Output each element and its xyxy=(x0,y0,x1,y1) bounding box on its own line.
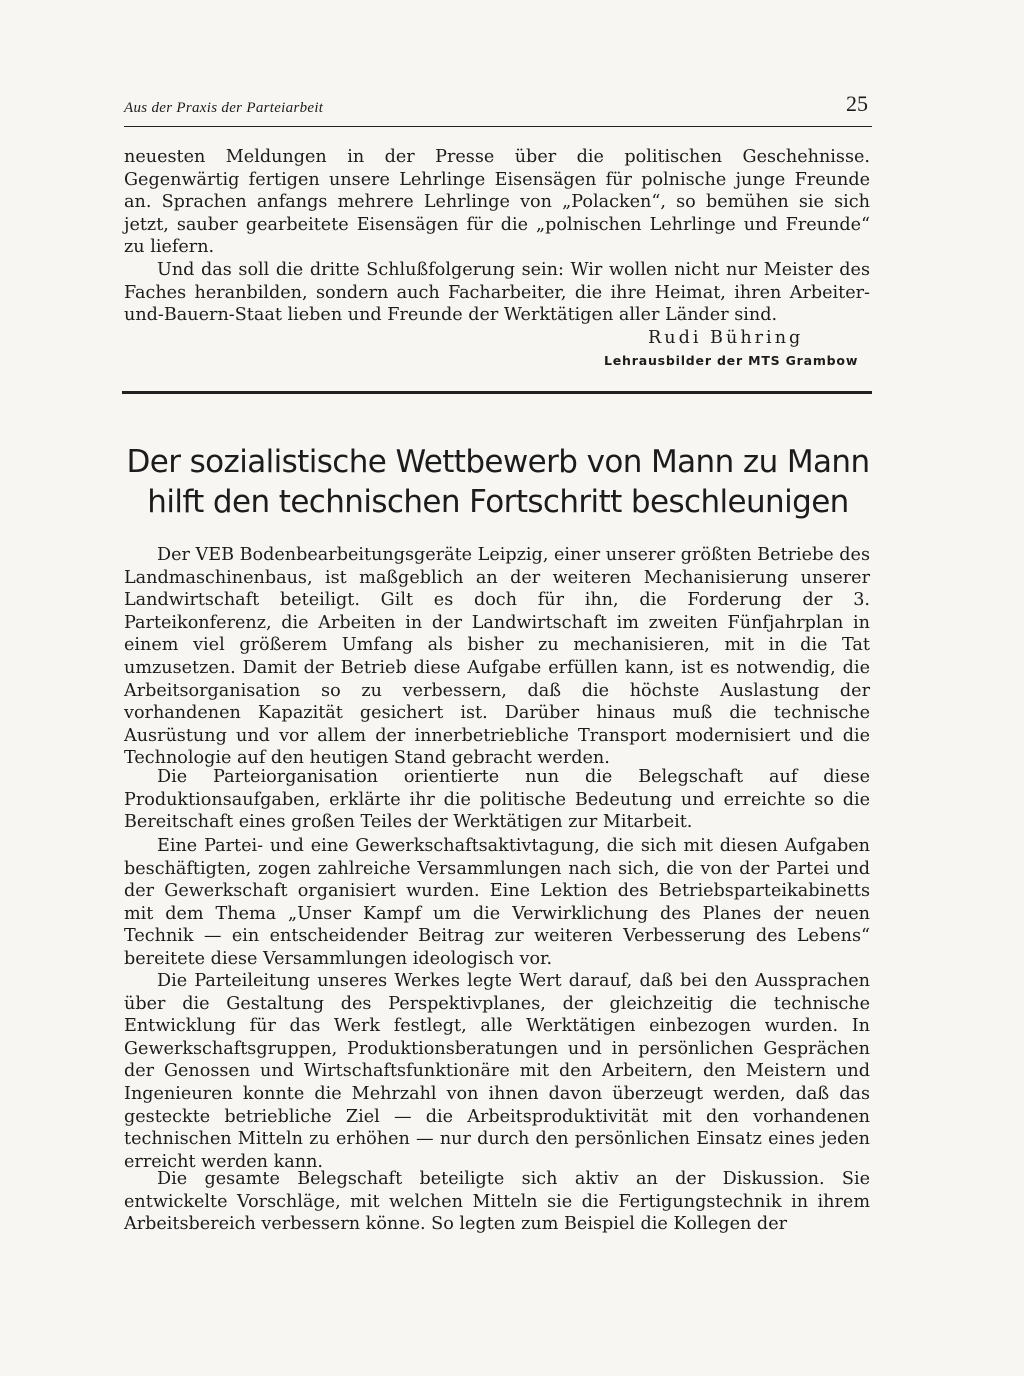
author-role: Lehrausbilder der MTS Grambow xyxy=(604,353,859,368)
article2-paragraph-2: Die Parteiorganisation orientierte nun die Belegschaft auf diese Produktionsaufgaben, erklärte ihr die politische Bedeutung und erreichte so die Bereitschaft eines großen Teiles der Werktätigen zur Mitarbeit. xyxy=(124,767,870,833)
header-rule xyxy=(124,126,872,127)
article1-paragraph-2: Und das soll die dritte Schlußfolgerung sein: Wir wollen nicht nur Meister des Faches heranbilden, sondern auch Facharbeiter, die ihre Heimat, ihren Arbeiter-und-Bauern-Staat lieben und Freunde der Werktätigen aller Länder sind. xyxy=(124,260,870,326)
article2-paragraph-1: Der VEB Bodenbearbeitungsgeräte Leipzig, einer unserer größten Betriebe des Landmaschinenbaus, ist maßgeblich an der weiteren Mechanisierung unserer Landwirtschaft beteiligt. Gilt es doch für ihn, die Forderung der 3. Parteikonferenz, die Arbeiten in der Landwirtschaft im zweiten Fünfjahrplan in einem viel größerem Umfang als bisher zu mechanisieren, mit in die Tat umzusetzen. Damit der Betrieb diese Aufgabe erfüllen kann, ist es notwendig, die Arbeitsorganisation so zu verbessern, daß die höchste Auslastung der vorhandenen Kapazität gesichert ist. Darüber hinaus muß die technische Ausrüstung und vor allem der innerbetriebliche Transport modernisiert und die Technologie auf den heutigen Stand gebracht werden. xyxy=(124,545,870,769)
page-number: 25 xyxy=(846,91,868,116)
article2-paragraph-4: Die Parteileitung unseres Werkes legte Wert darauf, daß bei den Aussprachen über die Gestaltung des Perspektivplanes, der gleichzeitig die technische Entwicklung für das Werk festlegt, alle Werktätigen einbezogen wurden. In Gewerkschaftsgruppen, Produktionsberatungen und in persönlichen Gesprächen der Genossen und Wirtschaftsfunktionäre mit den Arbeitern, den Meistern und Ingenieuren konnte die Mehrzahl von ihnen davon überzeugt werden, daß das gesteckte betriebliche Ziel — die Arbeitsproduktivität mit den vorhandenen technischen Mitteln zu erhöhen — nur durch den persönlichen Einsatz eines jeden erreicht werden kann. xyxy=(124,971,870,1172)
author-name: Rudi Bühring xyxy=(648,328,804,348)
article2-paragraph-5: Die gesamte Belegschaft beteiligte sich aktiv an der Diskussion. Sie entwickelte Vorschläge, mit welchen Mitteln sie die Fertigungstechnik in ihrem Arbeitsbereich verbessern könne. So legten zum Beispiel die Kollegen der xyxy=(124,1169,870,1235)
page-header xyxy=(124,91,872,127)
section-divider xyxy=(122,391,872,394)
article2-paragraph-3: Eine Partei- und eine Gewerkschaftsaktivtagung, die sich mit diesen Aufgaben beschäftigten, zogen zahlreiche Versammlungen nach sich, die von der Partei und der Gewerkschaft organisiert wurden. Eine Lektion des Betriebsparteikabinetts mit dem Thema „Unser Kampf um die Verwirklichung des Planes der neuen Technik — ein entscheidender Beitrag zur weiteren Verbesserung des Lebens“ bereitete diese Versammlungen ideologisch vor. xyxy=(124,836,870,969)
article-headline: Der sozialistische Wettbewerb von Mann zu Mann hilft den technischen Fortschritt beschleunigen xyxy=(126,444,870,520)
article1-paragraph-1: neuesten Meldungen in der Presse über die politischen Geschehnisse. Gegenwärtig fertigen unsere Lehrlinge Eisensägen für polnische junge Freunde an. Sprachen anfangs mehrere Lehrlinge von „Polacken“, so bemühen sie sich jetzt, sauber gearbeitete Eisensägen für die „polnischen Lehrlinge und Freunde“ zu liefern. xyxy=(124,147,870,258)
running-head: Aus der Praxis der Parteiarbeit xyxy=(124,100,324,116)
